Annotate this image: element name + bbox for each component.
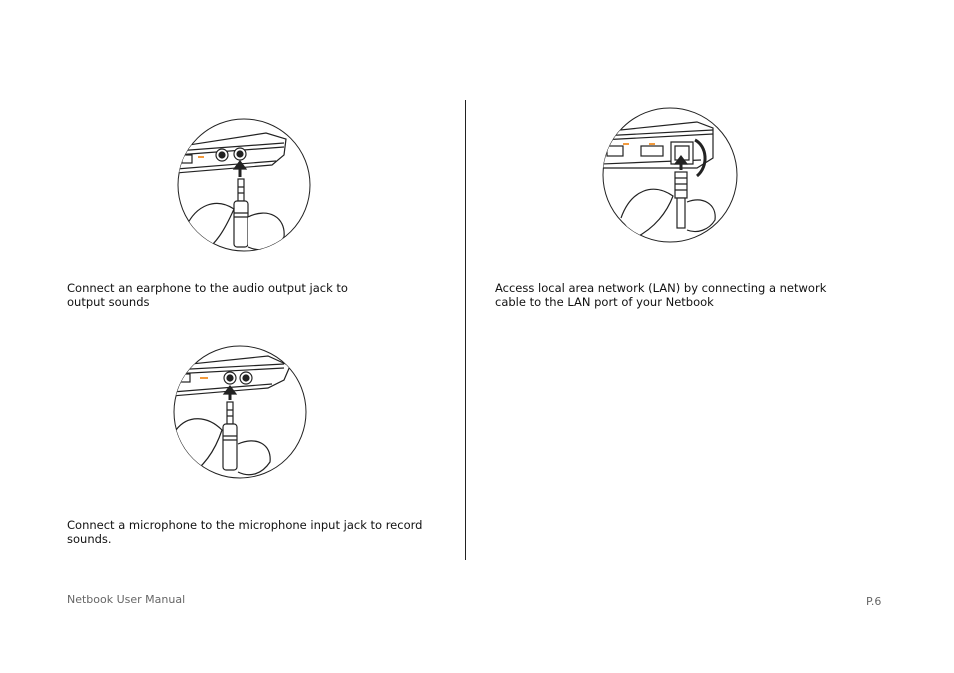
page-number: P.6: [866, 595, 882, 608]
column-divider: [465, 100, 466, 560]
microphone-caption: Connect a microphone to the microphone input jack to record sounds.: [67, 518, 423, 546]
lan-port-illustration: [601, 106, 739, 244]
earphone-jack-illustration: [176, 117, 312, 253]
microphone-jack-illustration: [172, 344, 308, 480]
lan-caption: Access local area network (LAN) by connecting a network cable to the LAN port of your Netbook: [495, 281, 827, 309]
manual-title: Netbook User Manual: [67, 593, 186, 606]
earphone-caption: Connect an earphone to the audio output jack to output sounds: [67, 281, 348, 309]
